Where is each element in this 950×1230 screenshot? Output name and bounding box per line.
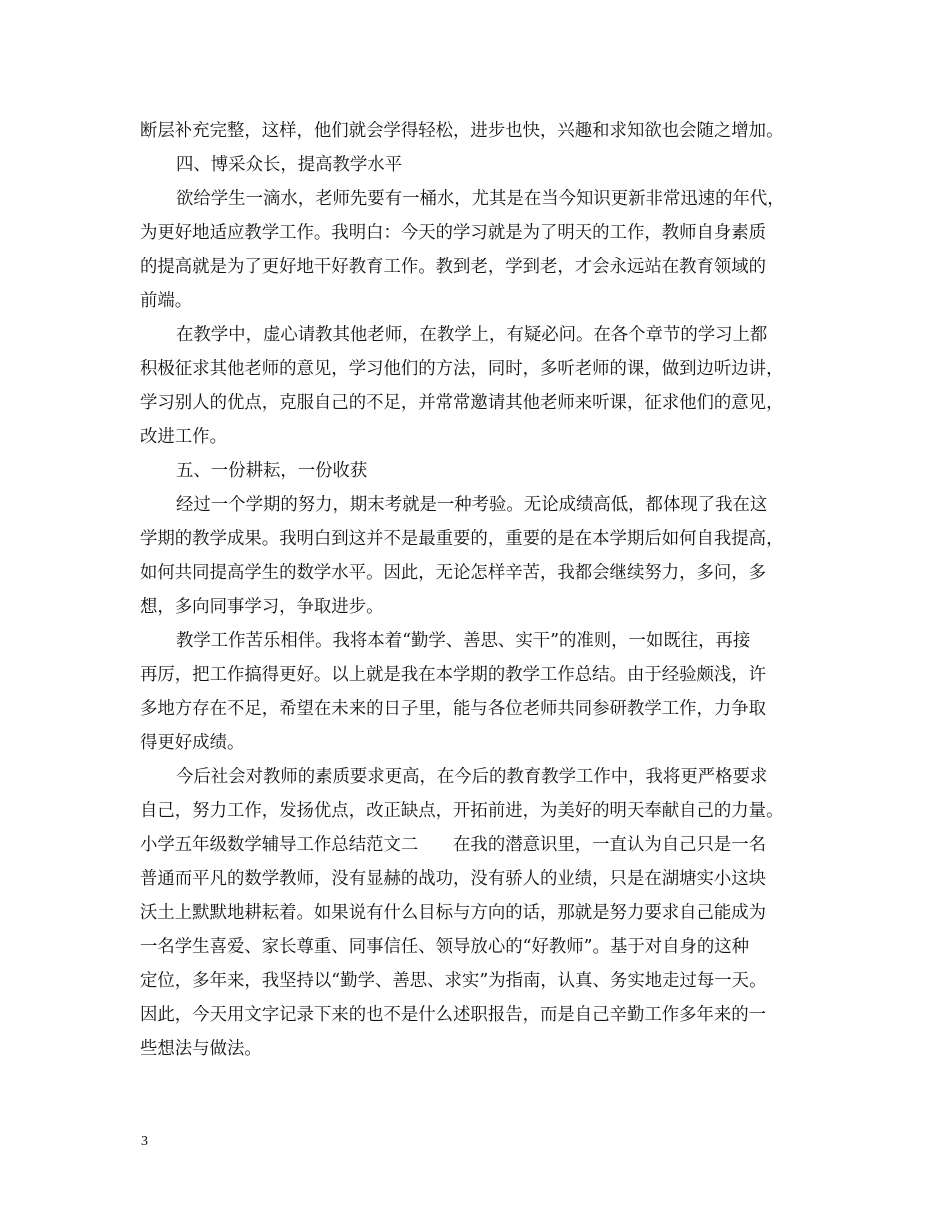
text-line: 沃土上默默地耕耘着。如果说有什么目标与方向的话，那就是努力要求自己能成为 <box>140 903 767 923</box>
text-line: 定位，多年来，我坚持以“勤学、善思、求实”为指南，认真、务实地走过每一天。 <box>140 971 767 991</box>
text-line: 些想法与做法。 <box>140 1039 262 1059</box>
document-body <box>140 114 812 1066</box>
text-line: 自己，努力工作，发扬优点，改正缺点，开拓前进，为美好的明天奉献自己的力量。 <box>140 801 784 821</box>
text-line: 的提高就是为了更好地干好教育工作。教到老，学到老，才会永远站在教育领域的 <box>140 257 767 277</box>
text-line: 今后社会对教师的素质要求更高，在今后的教育教学工作中，我将更严格要求 <box>176 767 768 787</box>
section-heading: 五、一份耕耘，一份收获 <box>176 461 368 481</box>
text-line: 小学五年级数学辅导工作总结范文二 在我的潜意识里，一直认为自己只是一名 <box>140 835 767 855</box>
text-line: 学习别人的优点，克服自己的不足，并常常邀请其他老师来听课，征求他们的意见， <box>140 393 784 413</box>
text-line: 断层补充完整，这样，他们就会学得轻松，进步也快，兴趣和求知欲也会随之增加。 <box>140 121 784 141</box>
text-line: 一名学生喜爱、家长尊重、同事信任、领导放心的“好教师”。基于对自身的这种 <box>140 937 750 957</box>
text-line: 得更好成绩。 <box>140 733 245 753</box>
text-line: 欲给学生一滴水，老师先要有一桶水，尤其是在当今知识更新非常迅速的年代， <box>176 189 785 209</box>
text-line: 再厉，把工作搞得更好。以上就是我在本学期的教学工作总结。由于经验颇浅，许 <box>140 665 767 685</box>
text-line: 前端。 <box>140 291 193 311</box>
text-line: 因此，今天用文字记录下来的也不是什么述职报告，而是自己辛勤工作多年来的一 <box>140 1005 767 1025</box>
text-line: 如何共同提高学生的数学水平。因此，无论怎样辛苦，我都会继续努力，多问，多 <box>140 563 767 583</box>
text-line: 多地方存在不足，希望在未来的日子里，能与各位老师共同参研教学工作，力争取 <box>140 699 767 719</box>
page-number: 3 <box>141 1134 148 1149</box>
section-heading: 四、博采众长，提高教学水平 <box>176 155 403 175</box>
text-line: 在教学中，虚心请教其他老师，在教学上，有疑必问。在各个章节的学习上都 <box>176 325 768 345</box>
text-line: 普通而平凡的数学教师，没有显赫的战功，没有骄人的业绩，只是在湖塘实小这块 <box>140 869 767 889</box>
text-line: 积极征求其他老师的意见，学习他们的方法，同时，多听老师的课，做到边听边讲， <box>140 359 784 379</box>
text-line: 教学工作苦乐相伴。我将本着“勤学、善思、实干”的准则，一如既往，再接 <box>176 631 751 651</box>
text-line: 经过一个学期的努力，期末考就是一种考验。无论成绩高低，都体现了我在这 <box>176 495 768 515</box>
text-line: 为更好地适应教学工作。我明白：今天的学习就是为了明天的工作，教师自身素质 <box>140 223 767 243</box>
text-line: 改进工作。 <box>140 427 227 447</box>
text-line: 学期的教学成果。我明白到这并不是最重要的，重要的是在本学期后如何自我提高， <box>140 529 784 549</box>
text-line: 想，多向同事学习，争取进步。 <box>140 597 384 617</box>
